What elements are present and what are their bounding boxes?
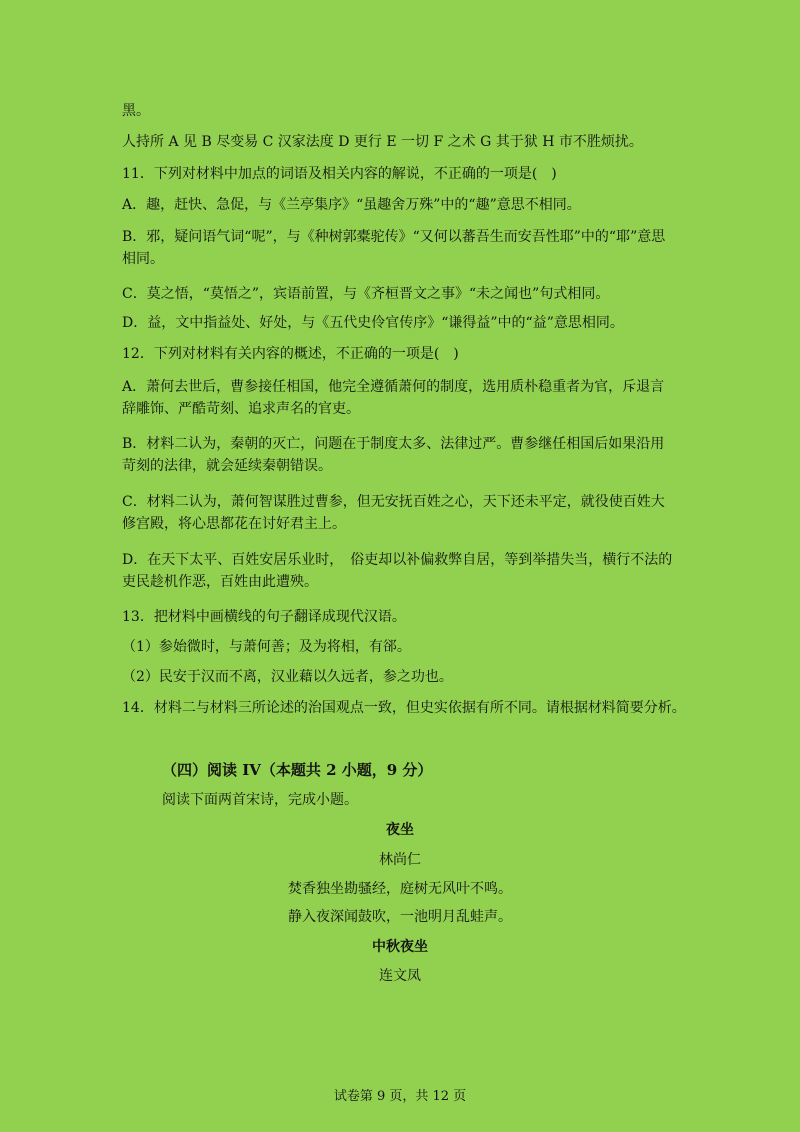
question-13-2: （2）民安于汉而不离，汉业藉以久远者，参之功也。 [122, 669, 453, 685]
instruction: 阅读下面两首宋诗，完成小题。 [162, 792, 358, 808]
question-14: 14．材料二与材料三所论述的治国观点一致，但史实依据有所不同。请根据材料简要分析。 [122, 700, 686, 716]
question-11: 11．下列对材料中加点的词语及相关内容的解说，不正确的一项是( ) [122, 166, 557, 182]
option-12a-cont: 辞雕饰、严酷苛刻、追求声名的官吏。 [122, 401, 360, 417]
option-11c: C．莫之悟，“莫悟之”，宾语前置，与《齐桓晋文之事》“未之闻也”句式相同。 [122, 286, 610, 302]
question-13-1: （1）参始微时，与萧何善；及为将相，有郤。 [122, 639, 411, 655]
poem-author: 林尚仁 [379, 852, 421, 868]
option-12d-cont: 吏民趁机作恶，百姓由此遭殃。 [122, 574, 318, 590]
option-11b: B．邪，疑问语气词“呢”，与《种树郭橐驼传》“又何以蕃吾生而安吾性耶”中的“耶”意思 [122, 229, 666, 245]
option-12c: C．材料二认为，萧何智谋胜过曹参，但无安抚百姓之心，天下还未平定，就役使百姓大 [122, 494, 665, 510]
option-12c-cont: 修宫殿，将心思都花在讨好君主上。 [122, 516, 346, 532]
option-12b-cont: 苛刻的法律，就会延续秦朝错误。 [122, 458, 332, 474]
poem-title: 中秋夜坐 [372, 939, 428, 955]
text-line: 黑。 [122, 103, 150, 119]
section-heading: （四）阅读 IV（本题共 2 小题，9 分） [162, 761, 433, 779]
poem-line: 静入夜深闻鼓吹，一池明月乱蛙声。 [288, 909, 512, 925]
option-11d: D．益，文中指益处、好处，与《五代史伶官传序》“谦得益”中的“益”意思相同。 [122, 315, 624, 331]
question-13: 13．把材料中画横线的句子翻译成现代汉语。 [122, 609, 406, 625]
option-12b: B．材料二认为，秦朝的灭亡，问题在于制度太多、法律过严。曹参继任相国后如果沿用 [122, 436, 665, 452]
poem-author: 连文凤 [379, 968, 421, 984]
option-11b-cont: 相同。 [122, 251, 164, 267]
question-12: 12．下列对材料有关内容的概述，不正确的一项是( ) [122, 346, 459, 362]
page-footer: 试卷第 9 页，共 12 页 [333, 1089, 467, 1104]
text-line: 人持所 A 见 B 尽变易 C 汉家法度 D 更行 E 一切 F 之术 G 其于狱 H 市不胜烦扰。 [122, 134, 643, 150]
poem-line: 焚香独坐勘骚经，庭树无风叶不鸣。 [288, 881, 512, 897]
option-11a: A．趣，赶快、急促，与《兰亭集序》“虽趣舍万殊”中的“趣”意思不相同。 [122, 197, 581, 213]
option-12d: D．在天下太平、百姓安居乐业时， 俗吏却以补偏救弊自居，等到举措失当，横行不法的 [122, 552, 673, 568]
option-12a: A．萧何去世后，曹参接任相国，他完全遵循萧何的制度，选用质朴稳重者为官，斥退言 [122, 379, 665, 395]
poem-title: 夜坐 [386, 822, 414, 838]
